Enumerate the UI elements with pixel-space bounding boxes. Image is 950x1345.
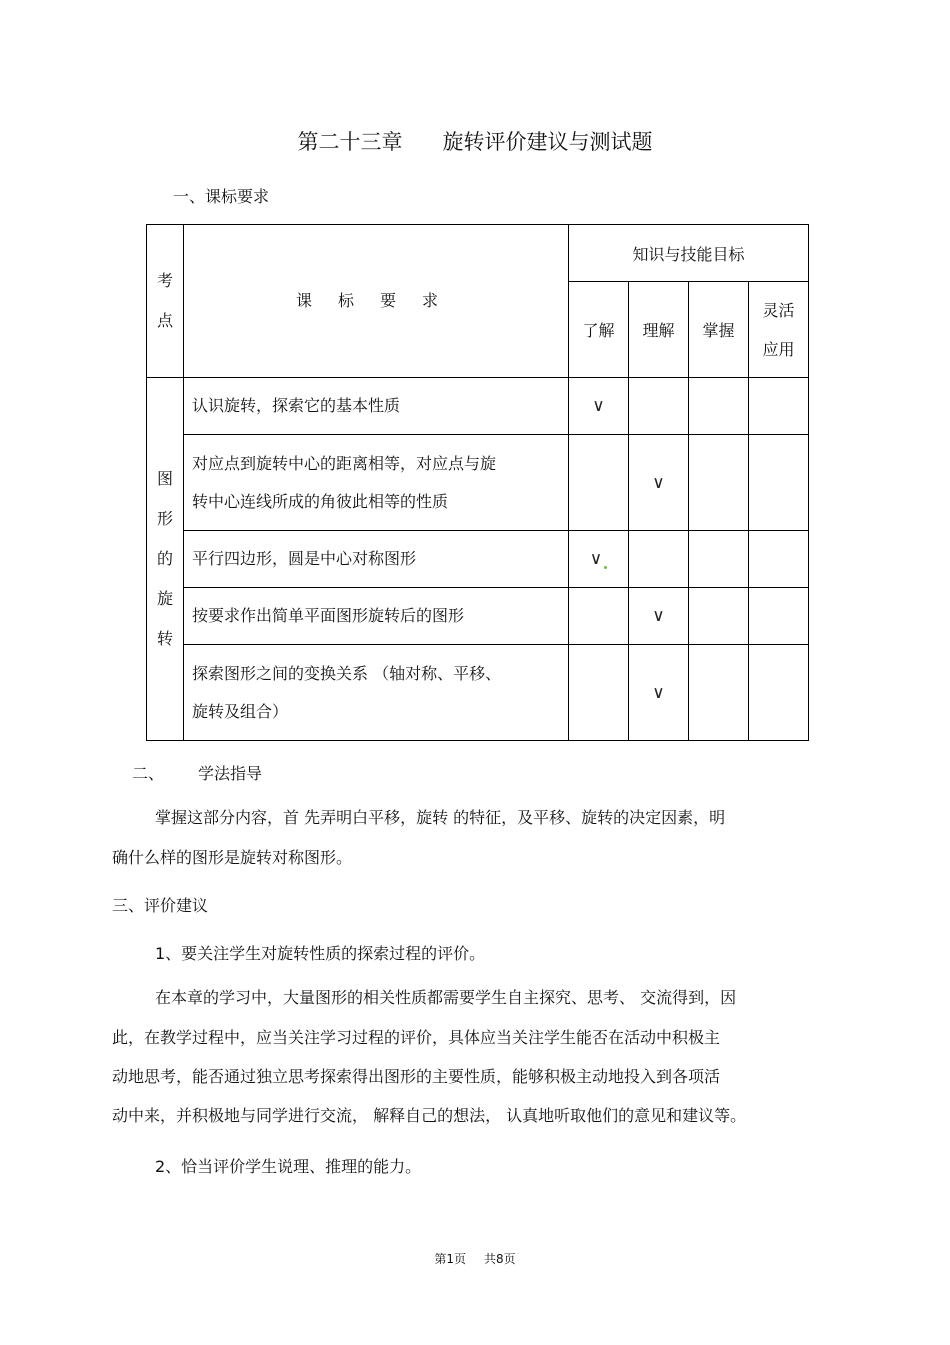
header-kaodian — [147, 225, 184, 378]
topic-char: 的 — [156, 549, 173, 568]
empty-cell — [689, 378, 749, 435]
header-level-apply — [749, 282, 809, 378]
empty-cell — [749, 531, 809, 588]
section2-heading-number: 二、 — [132, 764, 165, 783]
empty-cell — [569, 588, 629, 645]
header-kaodian-char: 考 — [156, 271, 173, 290]
empty-cell — [689, 645, 749, 741]
section3-paragraph-line: 动地思考，能否通过独立思考探索得出图形的主要性质，能够积极主动地投入到各项活 — [112, 1067, 721, 1086]
requirement-cell: 按要求作出简单平面图形旋转后的图形 — [184, 588, 569, 645]
check-mark: ∨ — [629, 435, 689, 531]
header-kaodian-char: 点 — [156, 311, 173, 330]
empty-cell — [749, 435, 809, 531]
empty-cell — [629, 378, 689, 435]
header-level-apply-line: 应用 — [762, 339, 795, 359]
requirement-line: 转中心连线所成的角彼此相等的性质 — [192, 491, 449, 511]
requirement-cell — [184, 435, 569, 531]
header-level-comprehend: 理解 — [629, 282, 689, 378]
check-mark: ∨ — [569, 378, 629, 435]
section2-paragraph-line: 确什么样的图形是旋转对称图形。 — [112, 848, 353, 867]
header-requirement: 课标要求 — [184, 225, 569, 378]
requirement-cell: 平行四边形，圆是中心对称图形 — [184, 531, 569, 588]
topic-char: 转 — [156, 629, 173, 648]
topic-char: 图 — [156, 469, 173, 488]
section3-paragraph-line: 动中来，并积极地与同学进行交流， 解释自己的想法， 认真地听取他们的意见和建议等。 — [112, 1106, 747, 1125]
requirement-line: 探索图形之间的变换关系 （轴对称、平移、 — [192, 663, 502, 683]
ink-dot-icon — [604, 566, 607, 569]
header-level-master: 掌握 — [689, 282, 749, 378]
page-number: 第1页 — [434, 1252, 466, 1266]
requirement-line: 旋转及组合） — [192, 701, 289, 721]
section3-item1: 1、要关注学生对旋转性质的探索过程的评价。 — [155, 944, 486, 963]
chapter-number: 第二十三章 — [297, 130, 403, 154]
empty-cell — [569, 435, 629, 531]
page-footer — [0, 1250, 950, 1267]
section2-heading-text: 学法指导 — [198, 764, 263, 783]
empty-cell — [569, 645, 629, 741]
empty-cell — [749, 378, 809, 435]
section3-item2: 2、恰当评价学生说理、推理的能力。 — [155, 1157, 422, 1176]
requirement-cell: 认识旋转，探索它的基本性质 — [184, 378, 569, 435]
empty-cell — [689, 531, 749, 588]
header-level-understand: 了解 — [569, 282, 629, 378]
check-mark: ∨ — [629, 645, 689, 741]
check-mark-cell — [569, 531, 629, 588]
requirement-cell — [184, 645, 569, 741]
page-title — [0, 126, 950, 156]
topic-char: 旋 — [156, 589, 173, 608]
topic-cell — [147, 378, 184, 741]
header-level-apply-line: 灵活 — [762, 300, 795, 320]
requirements-table — [146, 224, 809, 741]
empty-cell — [629, 531, 689, 588]
chapter-title: 旋转评价建议与测试题 — [442, 130, 653, 154]
empty-cell — [689, 435, 749, 531]
section2-paragraph-line: 掌握这部分内容，首 先弄明白平移，旋转 的特征，及平移、旋转的决定因素，明 — [155, 808, 726, 827]
section3-paragraph-line: 在本章的学习中，大量图形的相关性质都需要学生自主探究、思考、 交流得到，因 — [155, 988, 737, 1007]
empty-cell — [689, 588, 749, 645]
requirement-line: 对应点到旋转中心的距离相等，对应点与旋 — [192, 453, 497, 473]
page-total: 共8页 — [484, 1252, 516, 1266]
section1-heading: 一、课标要求 — [173, 187, 270, 206]
section2-heading — [132, 761, 262, 784]
header-skill-goals: 知识与技能目标 — [569, 225, 809, 282]
section3-paragraph-line: 此，在教学过程中，应当关注学习过程的评价，具体应当关注学生能否在活动中积极主 — [112, 1028, 721, 1047]
check-mark: ∨ — [589, 549, 603, 569]
section3-heading: 三、评价建议 — [112, 896, 209, 915]
check-mark: ∨ — [629, 588, 689, 645]
topic-char: 形 — [156, 509, 173, 528]
empty-cell — [749, 588, 809, 645]
empty-cell — [749, 645, 809, 741]
